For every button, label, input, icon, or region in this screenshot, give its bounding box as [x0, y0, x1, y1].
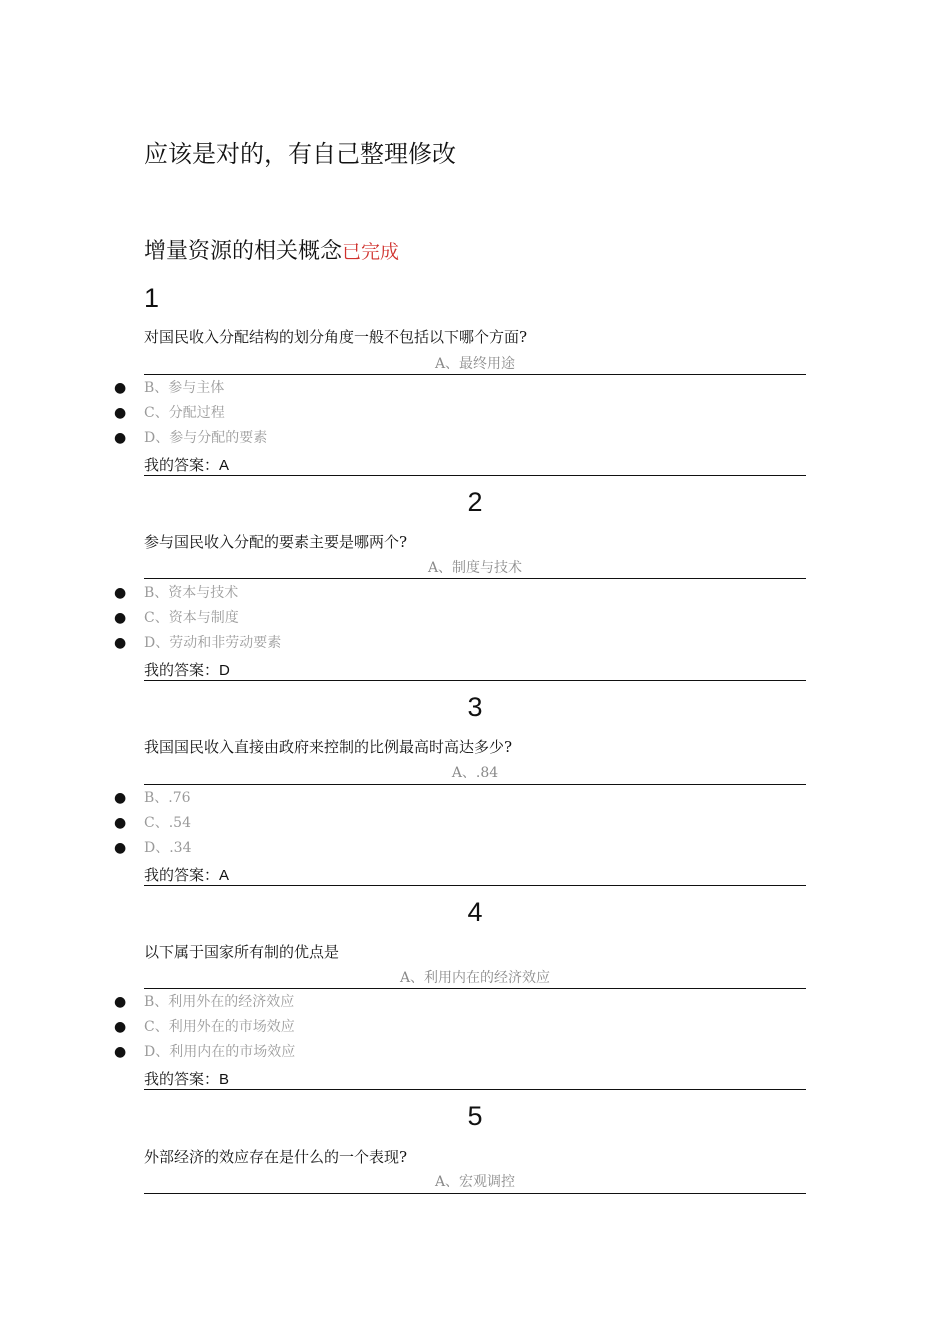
bullet-icon: ●: [114, 380, 127, 396]
answer-value: A: [219, 867, 230, 884]
divider: [144, 374, 806, 375]
question-number: 2: [467, 487, 483, 517]
option-a: A、利用内在的经济效应: [399, 970, 551, 986]
answer-value: A: [219, 457, 230, 474]
my-answer: 我的答案：D: [144, 661, 230, 679]
option-a: A、宏观调控: [434, 1174, 516, 1190]
options-list: [114, 990, 296, 1065]
answer-value: D: [219, 662, 230, 679]
bullet-icon: ●: [114, 610, 127, 626]
question-text: 以下属于国家所有制的优点是: [144, 943, 340, 961]
option-b: ● B、参与主体: [144, 376, 267, 401]
divider: [144, 680, 806, 681]
divider: [144, 885, 806, 886]
section-status: 已完成: [342, 241, 400, 263]
divider: [144, 1193, 806, 1194]
section-heading: [144, 234, 399, 265]
option-c: ● C、资本与制度: [144, 606, 281, 631]
option-b: ● B、利用外在的经济效应: [144, 990, 295, 1015]
option-c: ● C、.54: [144, 811, 192, 836]
bullet-icon: ●: [114, 994, 127, 1010]
question-text: 我国国民收入直接由政府来控制的比例最高时高达多少?: [144, 738, 513, 756]
option-a: A、制度与技术: [427, 560, 523, 576]
my-answer: 我的答案：A: [144, 456, 230, 474]
divider: [144, 578, 806, 579]
options-list: [114, 786, 192, 861]
option-d: ● D、参与分配的要素: [144, 426, 267, 451]
option-d: ● D、.34: [144, 836, 192, 861]
section-title: 增量资源的相关概念: [144, 239, 343, 264]
options-list: [114, 581, 282, 656]
my-answer: 我的答案：B: [144, 1070, 230, 1088]
answer-value: B: [219, 1071, 230, 1088]
divider: [144, 1089, 806, 1090]
option-d: ● D、利用内在的市场效应: [144, 1040, 295, 1065]
question-number: 3: [467, 692, 483, 722]
question-text: 外部经济的效应存在是什么的一个表现?: [144, 1148, 408, 1166]
options-list: [114, 376, 268, 451]
bullet-icon: ●: [114, 430, 127, 446]
question-number: 5: [467, 1101, 483, 1131]
option-d: ● D、劳动和非劳动要素: [144, 631, 281, 656]
question-text: 对国民收入分配结构的划分角度一般不包括以下哪个方面?: [144, 328, 528, 346]
option-b: ● B、.76: [144, 786, 192, 811]
my-answer: 我的答案：A: [144, 866, 230, 884]
option-a: A、最终用途: [434, 356, 516, 372]
divider: [144, 784, 806, 785]
bullet-icon: ●: [114, 840, 127, 856]
author-note: 应该是对的，有自己整理修改: [144, 140, 456, 168]
bullet-icon: ●: [114, 585, 127, 601]
bullet-icon: ●: [114, 635, 127, 651]
option-c: ● C、分配过程: [144, 401, 267, 426]
bullet-icon: ●: [114, 815, 127, 831]
question-number: 1: [144, 283, 160, 313]
divider: [144, 475, 806, 476]
option-b: ● B、资本与技术: [144, 581, 281, 606]
option-a: A、.84: [451, 765, 499, 781]
bullet-icon: ●: [114, 1044, 127, 1060]
question-number: 4: [467, 897, 483, 927]
bullet-icon: ●: [114, 790, 127, 806]
option-c: ● C、利用外在的市场效应: [144, 1015, 295, 1040]
bullet-icon: ●: [114, 1019, 127, 1035]
divider: [144, 988, 806, 989]
question-text: 参与国民收入分配的要素主要是哪两个?: [144, 533, 408, 551]
bullet-icon: ●: [114, 405, 127, 421]
